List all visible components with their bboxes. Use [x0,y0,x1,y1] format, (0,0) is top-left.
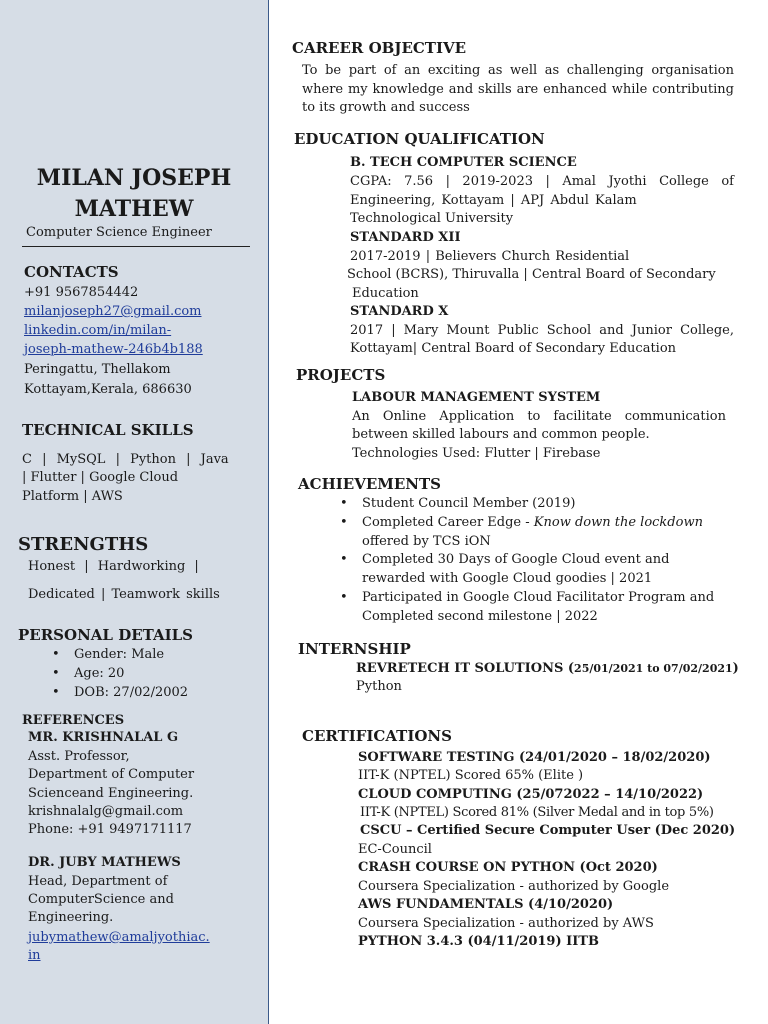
btech-title: B. TECH COMPUTER SCIENCE [350,155,577,170]
cert-5-detail: Coursera Specialization - authorized by AWS [358,916,654,931]
x-line-2: Kottayam| Central Board of Secondary Education [350,341,677,356]
cert-6-title: PYTHON 3.4.3 (04/11/2019) IITB [358,934,599,949]
ref2-line-2: ComputerScience and [28,892,174,907]
certifications-heading: CERTIFICATIONS [302,727,452,745]
name-divider [22,246,250,247]
internship-skill: Python [356,679,402,694]
technical-skills-heading: TECHNICAL SKILLS [22,421,194,439]
xii-line-3: Education [352,286,419,301]
cert-4-detail: Coursera Specialization - authorized by Google [358,879,670,894]
achievement-4: • Participated in Google Cloud Facilitator Program and [362,590,714,605]
btech-line-1: CGPA: 7.56 | 2019-2023 | Amal Jyothi College of [350,174,734,189]
contacts-heading: CONTACTS [24,263,119,281]
strengths-line-1: Honest | Hardworking | [28,559,199,574]
ref2-email-link-line-1[interactable]: jubymathew@amaljyothiac. [28,930,210,945]
xii-line-1: 2017-2019 | Believers Church Residential [350,249,630,264]
ref1-line-1: Asst. Professor, [28,749,130,764]
career-objective-text: To be part of an exciting as well as challenging organisation where my knowledge and skills are enhanced while contributing to its growth and success [302,63,734,115]
x-title: STANDARD X [350,304,449,319]
projects-heading: PROJECTS [296,366,386,384]
internship-heading: INTERNSHIP [298,640,411,658]
job-title: Computer Science Engineer [26,225,212,240]
project-line-3: Technologies Used: Flutter | Firebase [352,446,601,461]
skills-line-2: | Flutter | Google Cloud [22,470,179,485]
name-heading [0,163,268,225]
ref2-email-link-line-2[interactable]: in [28,948,41,963]
achievement-2-line-2: offered by TCS iON [362,534,491,549]
achievement-1: • Student Council Member (2019) [362,496,575,511]
ref2-name: DR. JUBY MATHEWS [28,855,181,870]
cert-2-title: CLOUD COMPUTING (25/072022 – 14/10/2022) [358,787,704,802]
x-line-1: 2017 | Mary Mount Public School and Junior College, [350,323,734,338]
linkedin-link-line-2[interactable]: joseph-mathew-246b4b188 [24,342,203,357]
education-heading: EDUCATION QUALIFICATION [294,130,545,148]
cert-1-title: SOFTWARE TESTING (24/01/2020 – 18/02/2020) [358,750,711,765]
achievement-2-prefix: Completed Career Edge - [362,515,534,530]
cert-3-title: CSCU – Certified Secure Computer User (Dec 2020) [360,823,736,838]
ref1-line-3: Scienceand Engineering. [28,786,194,801]
internship-dates: 25/01/2021 to 07/02/2021 [574,662,733,675]
contact-phone: +91 9567854442 [24,285,139,300]
career-objective-heading: CAREER OBJECTIVE [292,39,467,57]
achievement-3: • Completed 30 Days of Google Cloud event and [362,552,669,567]
address-line-1: Peringattu, Thellakom [24,362,171,377]
xii-title: STANDARD XII [350,230,461,245]
cert-4-title: CRASH COURSE ON PYTHON (Oct 2020) [358,860,658,875]
name-line-2: MATHEW [74,196,194,222]
achievement-2 [362,515,703,530]
skills-line-1: C | MySQL | Python | Java [22,452,229,467]
cert-5-title: AWS FUNDAMENTALS (4/10/2020) [358,897,614,912]
strengths-line-2: Dedicated | Teamwork skills [28,587,220,602]
personal-dob: • DOB: 27/02/2002 [74,685,188,700]
achievement-4-line-2: Completed second milestone | 2022 [362,609,598,624]
contact-email-link[interactable]: milanjoseph27@gmail.com [24,304,202,319]
achievement-3-line-2: rewarded with Google Cloud goodies | 2021 [362,571,653,586]
ref2-line-3: Engineering. [28,910,114,925]
ref1-phone: Phone: +91 9497171117 [28,822,192,837]
xii-line-2: School (BCRS), Thiruvalla | Central Board of Secondary [347,267,716,282]
strengths-heading: STRENGTHS [18,534,149,555]
ref1-line-2: Department of Computer [28,767,195,782]
skills-line-3: Platform | AWS [22,489,123,504]
btech-line-2: Engineering, Kottayam | APJ Abdul Kalam [350,193,637,208]
personal-age: • Age: 20 [74,666,124,681]
address-line-2: Kottayam,Kerala, 686630 [24,382,192,397]
achievements-heading: ACHIEVEMENTS [298,475,442,493]
personal-gender: • Gender: Male [74,647,164,662]
name-line-1: MILAN JOSEPH [36,165,232,191]
cert-3-detail: EC-Council [358,842,432,857]
internship-close-paren: ) [732,661,739,676]
cert-1-detail: IIT-K (NPTEL) Scored 65% (Elite ) [358,768,584,783]
linkedin-link-line-1[interactable]: linkedin.com/in/milan- [24,323,172,338]
achievement-2-italic: Know down the lockdown [533,515,703,530]
personal-details-heading: PERSONAL DETAILS [18,626,194,644]
ref2-line-1: Head, Department of [28,874,168,889]
ref1-email: krishnalalg@gmail.com [28,804,184,819]
cert-2-detail: IIT-K (NPTEL) Scored 81% (Silver Medal and in top 5%) [360,805,714,820]
project-line-1: An Online Application to facilitate communication [352,409,726,424]
ref1-name: MR. KRISHNALAL G [28,730,179,745]
internship-company-name: REVRETECH IT SOLUTIONS ( [356,661,575,676]
internship-company [356,660,739,679]
btech-line-3: Technological University [350,211,514,226]
project-title: LABOUR MANAGEMENT SYSTEM [352,390,601,405]
project-line-2: between skilled labours and common people. [352,427,650,442]
references-heading: REFERENCES [22,713,125,728]
